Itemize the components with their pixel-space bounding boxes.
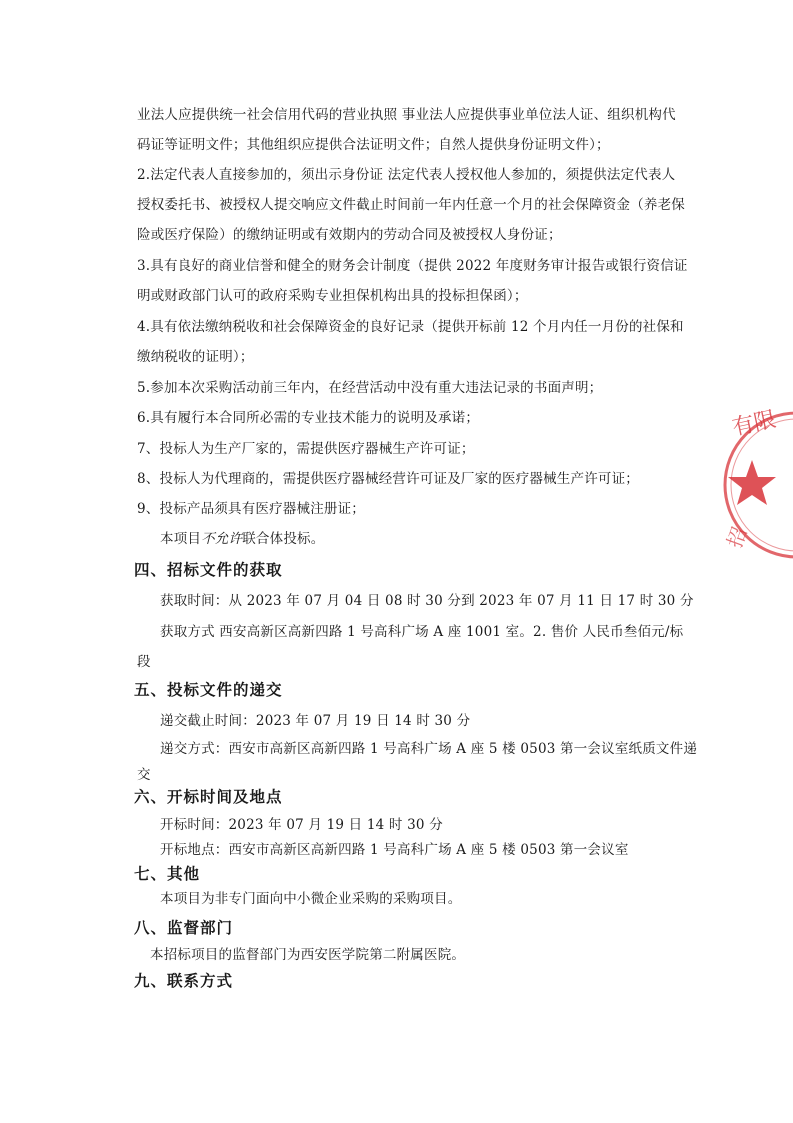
qualification-item4-line2: 缴纳税收的证明）； [137,349,254,365]
qualification-item1-line2: 码证等证明文件；其他组织应提供合法证明文件；自然人提供身份证明文件）； [137,137,610,153]
section8-heading: 八、监督部门 [134,919,234,937]
section4-heading: 四、招标文件的获取 [134,561,283,579]
section6-heading: 六、开标时间及地点 [134,788,283,806]
qualification-item5: 5.参加本次采购活动前三年内，在经营活动中没有重大违法记录的书面声明； [137,380,603,396]
qualification-item4-line1: 4.具有依法缴纳税收和社会保障资金的良好记录（提供开标前 12 个月内任一月份的社保和 [137,319,684,335]
qualification-item2-line3: 险或医疗保险）的缴纳证明或有效期内的劳动合同及被授权人身份证； [137,227,562,243]
section5-method-line1: 递交方式：西安市高新区高新四路 1 号高科广场 A 座 5 楼 0503 第一会议室纸质文件递 [160,741,698,757]
section6-place: 开标地点：西安市高新区高新四路 1 号高科广场 A 座 5 楼 0503 第一会议室 [160,842,629,858]
qualification-item7: 7、投标人为生产厂家的，需提供医疗器械生产许可证； [137,441,475,457]
qualification-item3-line2: 明或财政部门认可的政府采购专业担保机构出具的投标担保函）； [137,288,528,304]
section8-text: 本招标项目的监督部门为西安医学院第二附属医院。 [150,947,466,963]
qualification-item3-line1: 3.具有良好的商业信誉和健全的财务会计制度（提供 2022 年度财务审计报告或银行资信证 [137,258,688,274]
qualification-item2-line1: 2.法定代表人直接参加的，须出示身份证 法定代表人授权他人参加的，须提供法定代表人 [137,167,676,183]
joint-bid-suffix: 联合体投标。 [242,531,325,547]
svg-text:有限: 有限 [730,407,779,441]
section4-method-line1: 获取方式 西安高新区高新四路 1 号高科广场 A 座 1001 室。2. 售价 人民币叁佰元/标 [160,624,684,640]
qualification-item8: 8、投标人为代理商的，需提供医疗器械经营许可证及厂家的医疗器械生产许可证； [137,471,639,487]
section6-time: 开标时间：2023 年 07 月 19 日 14 时 30 分 [160,817,443,833]
qualification-item1-line1: 业法人应提供统一社会信用代码的营业执照 事业法人应提供事业单位法人证、组织机构代 [137,107,676,123]
section9-heading: 九、联系方式 [134,972,234,990]
section7-heading: 七、其他 [134,865,201,883]
joint-bid-statement [160,530,324,548]
svg-text:招: 招 [722,523,752,551]
section5-deadline: 递交截止时间：2023 年 07 月 19 日 14 时 30 分 [160,713,471,729]
qualification-item2-line2: 授权委托书、被授权人提交响应文件截止时间前一年内任意一个月的社会保障资金（养老保 [137,197,685,213]
joint-bid-prefix: 本项目 [160,531,202,547]
joint-bid-not-allowed: 不允许 [201,531,243,547]
section5-heading: 五、投标文件的递交 [134,681,283,699]
company-seal-image [722,405,793,565]
section4-method-line2: 段 [137,654,151,670]
qualification-item9: 9、投标产品须具有医疗器械注册证； [137,501,365,517]
qualification-item6: 6.具有履行本合同所必需的专业技术能力的说明及承诺； [137,410,480,426]
section4-time: 获取时间：从 2023 年 07 月 04 日 08 时 30 分到 2023 年 07 月 11 日 17 时 30 分 [160,593,694,609]
section7-text: 本项目为非专门面向中小微企业采购的采购项目。 [160,891,462,907]
section5-method-line2: 交 [137,767,151,783]
